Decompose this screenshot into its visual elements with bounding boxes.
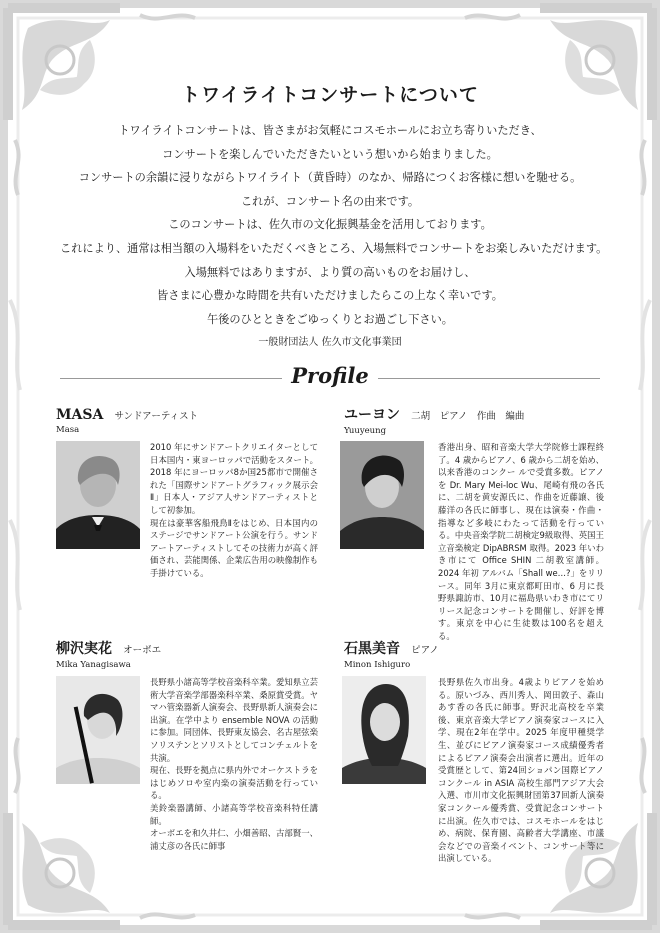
artist-card-yanagisawa (56, 638, 328, 670)
artist-bio-masa (150, 441, 318, 580)
concert-title: トワイライトコンサートについて (181, 84, 479, 106)
artist-role: サンドアーティスト (114, 411, 199, 422)
bio-paragraph: 美鈴楽器講師、小諸高等学校音楽科特任講師。 (150, 802, 318, 826)
artist-name: 石黒美音 (344, 641, 400, 657)
artist-name: ユーヨン (344, 407, 400, 423)
concert-paragraph: これにより、通常は相当額の入場料をいただくべきところ、入場無料でコンサートをお楽しみいただけます。 (60, 241, 608, 255)
profile-heading: Profile (291, 363, 369, 388)
concert-paragraph: これが、コンサート名の由来です。 (240, 194, 420, 208)
artist-photo-yuuyeung (340, 441, 424, 549)
artist-card-masa (56, 404, 328, 435)
bio-paragraph: 2010 年にサンドアートクリエイターとして日本国内・東ヨーロッパで活動をスタート。2018 年にヨーロッパ8か国25都市で開催された「国際サンドアートグラフィック展示会Ⅱ」日本人・アジア人サンドアーティストとして初参加。 (150, 442, 318, 515)
artist-card-ishiguro (344, 638, 616, 670)
artist-photo-ishiguro (342, 676, 426, 784)
concert-paragraph: 午後のひとときをごゆっくりとお過ごし下さい。 (206, 312, 453, 326)
bio-paragraph: 現在、長野を拠点に県内外でオーケストラをはじめソロや室内楽の演奏活動を行っている。 (150, 765, 318, 801)
artist-name: 柳沢実花 (56, 641, 112, 657)
artist-roman-name: Mika Yanagisawa (56, 660, 131, 670)
profile-heading-row (0, 363, 660, 393)
organizer: 一般財団法人 佐久市文化事業団 (258, 337, 402, 349)
concert-paragraph: このコンサートは、佐久市の文化振興基金を活用しております。 (168, 218, 492, 232)
artist-bio-yanagisawa (150, 676, 318, 852)
artist-roman-name: Minon Ishiguro (344, 660, 411, 670)
artist-photo-masa (56, 441, 140, 549)
bio-paragraph: 長野県小諸高等学校音楽科卒業。愛知県立芸術大学音楽学部器楽科卒業、桑原賞受賞。ヤマハ管楽器新人演奏会、長野県新人演奏会に出演。在学中より ensemble NOVA の活動に参加。同団体、長野東友協会、名古屋弦楽ソリステンとソリストとしてコンチェルトを共演。 (150, 677, 318, 763)
artist-role: 二胡 ピアノ 作曲 編曲 (411, 411, 525, 422)
concert-paragraph: コンサートの余韻に浸りながらトワイライト（黄昏時）のなか、帰路につくお客様に想いを馳せる。 (78, 171, 582, 185)
heading-divider-right (378, 378, 600, 379)
artist-photo-yanagisawa (56, 676, 140, 784)
concert-paragraph: コンサートを楽しんでいただきたいという想いから始まりました。 (162, 147, 498, 161)
artist-card-yuuyeung (344, 404, 616, 436)
artist-roman-name: Masa (56, 425, 80, 435)
bio-paragraph: 現在は豪華客船飛鳥Ⅱをはじめ、日本国内のステージでサンドアート公演を行う。サンドアートアーティストしてその技術力が高く評価され、芸能関係、企業広告用の映像制作も手掛けている。 (150, 517, 319, 578)
artist-role: オーボエ (123, 645, 162, 656)
concert-section (60, 80, 608, 349)
bio-paragraph: 長野県佐久市出身。4歳よりピアノを始める。原いづみ、西川秀人、岡田敦子、森山あす香の各氏に師事。野沢北高校を卒業後、東京音楽大学ピアノ演奏家コースに入学、現在2年在学中。2025 年度甲種奨学生、並びにピアノ演奏家コース成績優秀者によるピアノ演奏会出演者に選出。近年の受賞歴として、第24回ショパン国際ピアノコンクール in ASIA 高校生部門アジア大会入選、市川市文化振興財団第37回新人演奏家コンクール優秀賞、受賞記念コンサートに出演。佐久市では、コスモホールをはじめ、病院、保育園、高齢者大学講座、市議会などでの音楽イベント、コンサート等に出演している。 (438, 677, 604, 864)
concert-paragraph: 皆さまに心豊かな時間を共有いただけましたらこの上なく幸いです。 (157, 289, 503, 303)
artist-role: ピアノ (411, 645, 439, 656)
artist-roman-name: Yuuyeung (344, 426, 387, 436)
bio-paragraph: オーボエを和久井仁、小畑善昭、古部賢一、浦丈彦の各氏に師事 (150, 828, 318, 851)
artist-bio-ishiguro (438, 676, 604, 865)
concert-paragraph: トワイライトコンサートは、皆さまがお気軽にコスモホールにお立ち寄りいただき、 (118, 124, 542, 137)
concert-paragraph: 入場無料ではありますが、より質の高いものをお届けし、 (184, 265, 476, 279)
bio-paragraph: 香港出身、昭和音楽大学大学院修士課程終了。4 歳からピアノ、6 歳から二胡を始め、以来香港のコンクー ルで受賞多数。ピアノを Dr. Mary Mei-loc Wu、尾崎有飛の各氏に、二胡を黄安源氏に、作曲を近藤譲、後藤洋の各氏に師事し、現在は演奏・作曲・指導など多岐にわたって活動を行っている。中央音楽学院二胡検定9級取得、英国王立音楽検定 DipABRSM 取得。2023 年いわき市にて Office SHIN 二胡教室講師。2024 年初 アルバム「Shall we…?」をリリース。同年 3月に東京都町田市、6 月に長野県諏訪市、10月に福島県いわき市にてリリース記念コンサートを開催し、好評を博す。東京を中心に生徒数は100名を超える。 (438, 442, 604, 641)
artist-name: MASA (56, 407, 104, 423)
artist-bio-yuuyeung (438, 441, 604, 643)
